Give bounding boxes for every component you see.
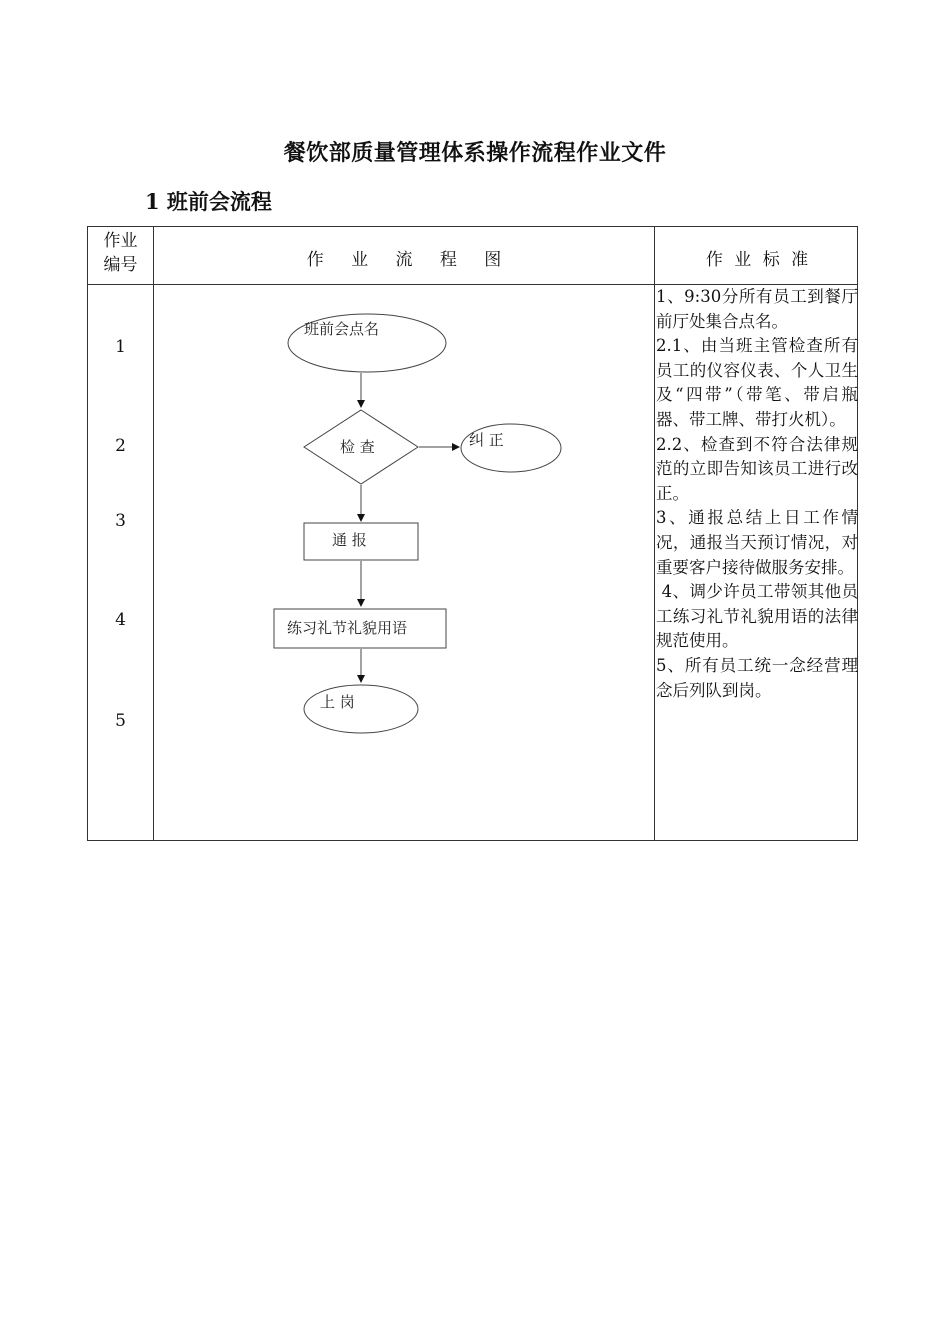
header-flow: 作 业 流 程 图 — [306, 250, 502, 270]
standards-column — [656, 285, 858, 703]
row-number-5: 5 — [115, 711, 126, 731]
header-number-label: 作业编号 — [103, 231, 138, 275]
standard-item-5: 5、所有员工统一念经营理念后列队到岗。 — [656, 655, 858, 700]
row-number-4: 4 — [115, 610, 126, 630]
row-number-2: 2 — [115, 436, 126, 456]
notify-node-label: 通 报 — [332, 531, 367, 549]
header-standard: 作 业 标 准 — [705, 250, 809, 270]
standard-item-4: 4、调少许员工带领其他员工练习礼节礼貌用语的法律规范使用。 — [656, 582, 859, 651]
process-table — [87, 226, 858, 841]
practice-node-label: 练习礼节礼貌用语 — [287, 619, 408, 637]
standard-item-3: 3、通报总结上日工作情况，通报当天预订情况，对重要客户接待做服务安排。 — [656, 508, 858, 577]
standard-item-2-1: 2.1、由当班主管检查所有员工的仪容仪表、个人卫生及“四带”（带笔、带启瓶器、带工牌、带打火机）。 — [656, 336, 858, 429]
standard-item-2-2: 2.2、检查到不符合法律规范的立即告知该员工进行改正。 — [656, 434, 858, 503]
check-node-label: 检 查 — [340, 438, 375, 456]
start-node-label: 班前会点名 — [304, 320, 380, 338]
document-title: 餐饮部质量管理体系操作流程作业文件 — [283, 140, 667, 166]
end-node-label: 上 岗 — [320, 693, 355, 711]
correct-node-label: 纠 正 — [469, 431, 504, 449]
row-number-3: 3 — [115, 511, 126, 531]
section-title: 1 班前会流程 — [145, 189, 272, 214]
standard-item-1: 1、9:30分所有员工到餐厅前厅处集合点名。 — [656, 287, 858, 331]
row-number-1: 1 — [115, 337, 126, 357]
